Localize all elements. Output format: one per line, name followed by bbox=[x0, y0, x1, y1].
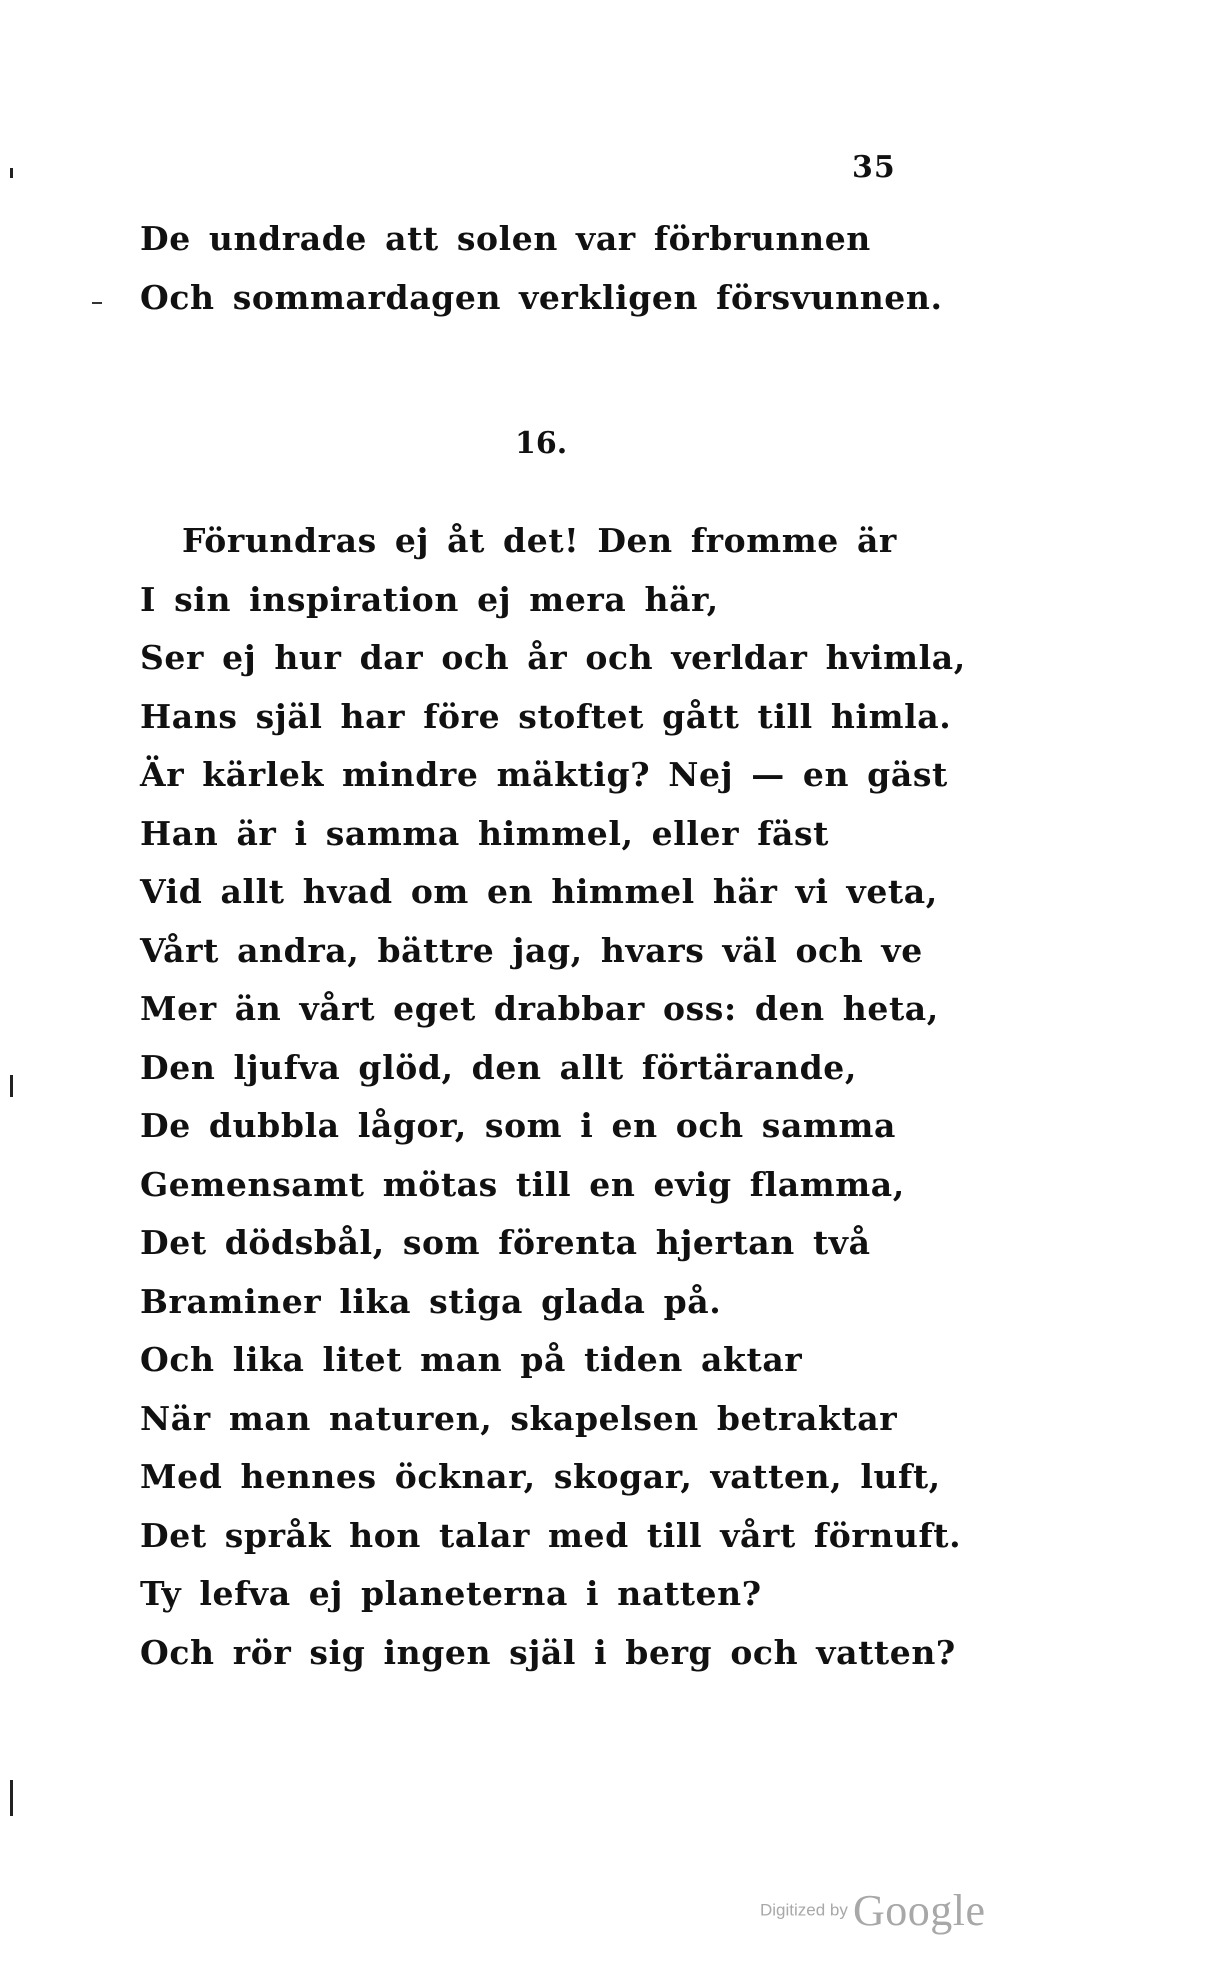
poem-line: Gemensamt mötas till en evig flamma, bbox=[140, 1164, 905, 1204]
poem-line: Förundras ej åt det! Den fromme är bbox=[182, 521, 897, 560]
poem-line: Ser ej hur dar och år och verldar hvimla, bbox=[140, 638, 966, 677]
intro-line: Och sommardagen verkligen försvunnen. bbox=[140, 277, 943, 317]
poem-line: De dubbla lågor, som i en och samma bbox=[140, 1106, 896, 1145]
poem-line: Och rör sig ingen själ i berg och vatten? bbox=[140, 1632, 956, 1672]
poem-line: I sin inspiration ej mera här, bbox=[140, 579, 719, 619]
page-number: 35 bbox=[852, 150, 896, 185]
poem-line: Den ljufva glöd, den allt förtärande, bbox=[140, 1047, 857, 1087]
margin-mark-bottom bbox=[10, 1780, 13, 1816]
poem-stanza bbox=[140, 512, 966, 1682]
margin-mark-middle bbox=[10, 1075, 13, 1097]
poem-line: Mer än vårt eget drabbar oss: den heta, bbox=[140, 989, 939, 1028]
poem-line: Det språk hon talar med till vårt förnuft. bbox=[140, 1515, 962, 1555]
poem-line: När man naturen, skapelsen betraktar bbox=[140, 1398, 898, 1438]
poem-line: Ty lefva ej planeterna i natten? bbox=[140, 1574, 762, 1613]
poem-line: Vårt andra, bättre jag, hvars väl och ve bbox=[140, 930, 923, 970]
poem-line: Han är i samma himmel, eller fäst bbox=[140, 813, 830, 853]
watermark-prefix: Digitized by bbox=[760, 1900, 848, 1920]
section-number: 16. bbox=[515, 426, 568, 461]
digitized-watermark bbox=[760, 1885, 986, 1936]
poem-line: Hans själ har före stoftet gått till himla. bbox=[140, 696, 952, 736]
poem-line: Med hennes öcknar, skogar, vatten, luft, bbox=[140, 1457, 941, 1496]
intro-line: De undrade att solen var förbrunnen bbox=[140, 219, 871, 258]
poem-line: Är kärlek mindre mäktig? Nej — en gäst bbox=[140, 755, 948, 794]
poem-line: Vid allt hvad om en himmel här vi veta, bbox=[140, 872, 938, 911]
poem-line: Braminer lika stiga glada på. bbox=[140, 1281, 722, 1321]
poem-line: Och lika litet man på tiden aktar bbox=[140, 1340, 803, 1379]
intro-stanza bbox=[140, 210, 943, 327]
margin-mark-top bbox=[10, 168, 13, 178]
watermark-brand: Google bbox=[852, 1886, 986, 1935]
poem-line: Det dödsbål, som förenta hjertan två bbox=[140, 1223, 871, 1262]
margin-dash-mark bbox=[92, 302, 102, 304]
